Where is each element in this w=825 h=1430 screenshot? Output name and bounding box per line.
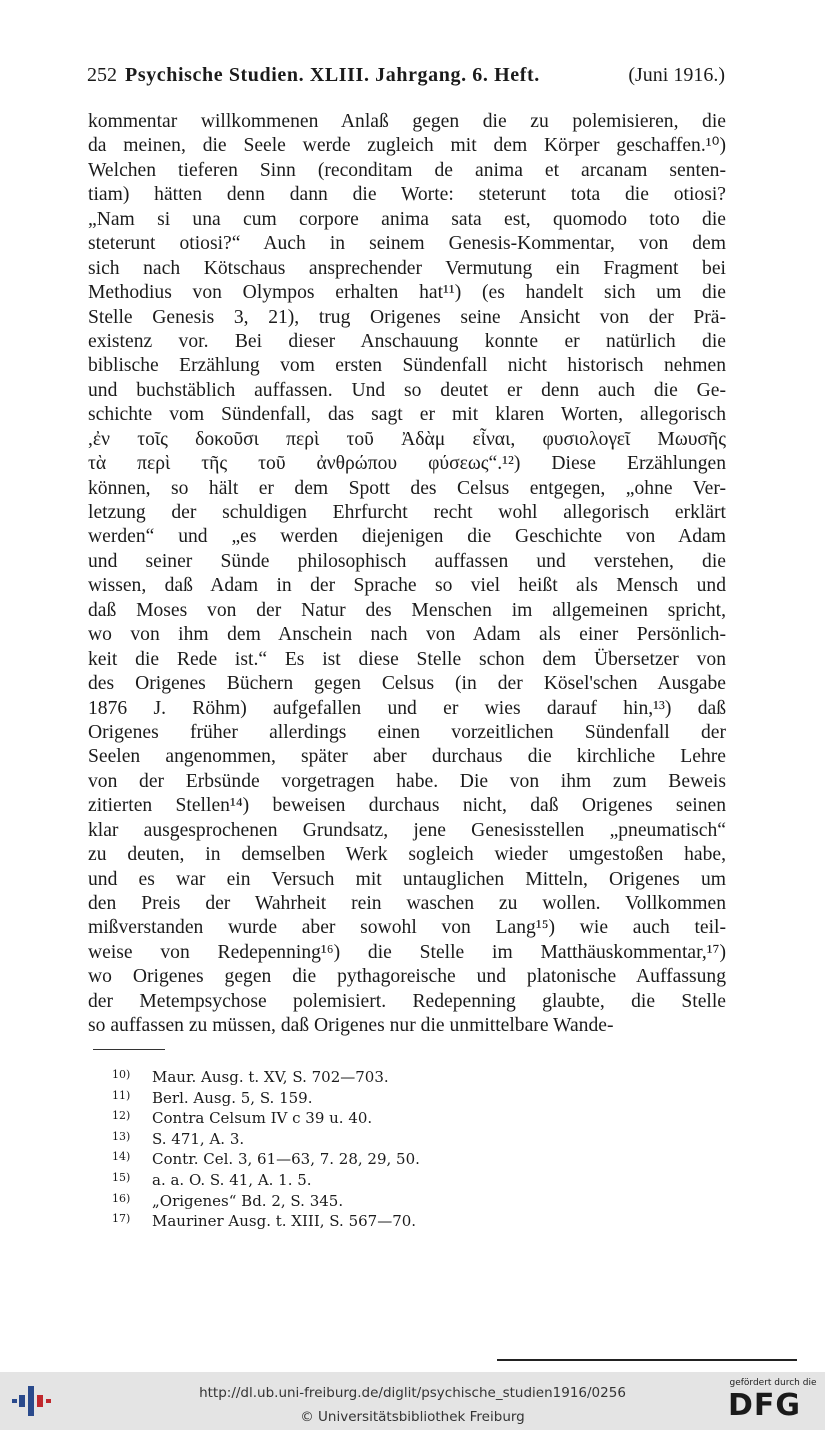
text-line: Methodius von Olympos erhalten hat¹¹) (es handelt sich um die bbox=[88, 282, 726, 304]
text-line: der Metempsychose polemisiert. Redepenning glaubte, die Stelle bbox=[88, 990, 726, 1012]
journal-title bbox=[125, 64, 628, 87]
text-line: des Origenes Büchern gegen Celsus (in der Kösel'schen Ausgabe bbox=[88, 673, 726, 695]
text-line: Seelen angenommen, später aber durchaus die kirchliche Lehre bbox=[88, 746, 726, 768]
text-line: so auffassen zu müssen, daß Origenes nur die unmittelbare Wande- bbox=[88, 1015, 614, 1037]
footnote bbox=[112, 1066, 672, 1087]
copyright-text: © Universitätsbibliothek Freiburg bbox=[300, 1409, 525, 1425]
footnote-text: Mauriner Ausg. t. XIII, S. 567—70. bbox=[152, 1212, 417, 1231]
dfg-logo bbox=[726, 1378, 820, 1426]
text-line: wo von ihm dem Anschein nach von Adam als einer Persönlich- bbox=[88, 624, 726, 646]
text-line: und seiner Sünde philosophisch auffassen und verstehen, die bbox=[88, 550, 726, 572]
text-line: tiam) hätten denn dann die Worte: steterunt tota die otiosi? bbox=[88, 184, 726, 206]
footnote-number: 10) bbox=[112, 1068, 131, 1081]
journal-name: Psychische Studien. bbox=[125, 64, 305, 86]
footnote-number: 12) bbox=[112, 1109, 131, 1123]
footnote-number: 11) bbox=[112, 1088, 131, 1102]
text-line: und buchstäblich auffassen. Und so deutet er denn auch die Ge- bbox=[88, 379, 726, 401]
text-line: weise von Redepenning¹⁶) die Stelle im Matthäuskommentar,¹⁷) bbox=[88, 941, 726, 963]
text-line: den Preis der Wahrheit rein waschen zu wollen. Vollkommen bbox=[88, 893, 726, 914]
footnote bbox=[112, 1128, 672, 1149]
body-text bbox=[88, 110, 726, 1039]
text-line: „Nam si una cum corpore anima sata est, quomodo toto die bbox=[88, 208, 726, 230]
footnote bbox=[112, 1107, 672, 1128]
text-line: zu deuten, in demselben Werk sogleich wieder umgestoßen habe, bbox=[88, 844, 726, 866]
text-line: schichte vom Sündenfall, das sagt er mit klaren Worten, allegorisch bbox=[88, 404, 726, 426]
footnote-number: 13) bbox=[112, 1129, 131, 1143]
text-line: Origenes früher allerdings einen vorzeitlichen Sündenfall der bbox=[88, 721, 726, 743]
page-edge-rule bbox=[497, 1359, 797, 1361]
text-line: klar ausgesprochenen Grundsatz, jene Genesisstellen „pneumatisch“ bbox=[88, 819, 726, 841]
text-line: Stelle Genesis 3, 21), trug Origenes seine Ansicht von der Prä- bbox=[88, 306, 726, 328]
text-line: Welchen tieferen Sinn (reconditam de anima et arcanam senten- bbox=[88, 159, 726, 181]
text-line: keit die Rede ist.“ Es ist diese Stelle schon dem Übersetzer von bbox=[88, 648, 726, 670]
footnote-rule bbox=[93, 1049, 165, 1050]
footnote-number: 15) bbox=[112, 1170, 131, 1184]
text-line: τὰ περὶ τῆς τοῦ ἀνθρώπου φύσεως“.¹²) Diese Erzählungen bbox=[88, 453, 726, 475]
running-header bbox=[87, 64, 725, 87]
journal-issue: 6. Heft. bbox=[472, 64, 540, 86]
permalink-url[interactable]: http://dl.ub.uni-freiburg.de/diglit/psychische_studien1916/0256 bbox=[199, 1385, 626, 1401]
text-line: und es war ein Versuch mit untauglichen Mitteln, Origenes um bbox=[88, 868, 726, 890]
footnote bbox=[112, 1148, 672, 1169]
footnote-number: 14) bbox=[112, 1150, 131, 1164]
footnotes bbox=[112, 1066, 672, 1231]
journal-volume: XLIII. Jahrgang. bbox=[309, 64, 467, 86]
page-number: 252 bbox=[87, 64, 117, 86]
footnote-text: Contra Celsum IV c 39 u. 40. bbox=[152, 1109, 373, 1128]
text-line: existenz vor. Bei dieser Anschauung konnte er natürlich die bbox=[88, 330, 726, 352]
dfg-logo-text: DFG bbox=[728, 1388, 802, 1423]
issue-date: (Juni 1916.) bbox=[628, 64, 725, 86]
text-line: von der Erbsünde vorgetragen habe. Die von ihm zum Beweis bbox=[88, 770, 726, 792]
text-line: werden“ und „es werden diejenigen die Geschichte von Adam bbox=[88, 526, 726, 548]
footnote-text: S. 471, A. 3. bbox=[152, 1129, 245, 1148]
footnote bbox=[112, 1169, 672, 1190]
footnote-number: 17) bbox=[112, 1212, 131, 1226]
footnote-number: 16) bbox=[112, 1191, 131, 1205]
text-line: kommentar willkommenen Anlaß gegen die zu polemisieren, die bbox=[88, 111, 726, 132]
text-line: können, so hält er dem Spott des Celsus entgegen, „ohne Ver- bbox=[88, 477, 726, 499]
text-line: letzung der schuldigen Ehrfurcht recht wohl allegorisch erklärt bbox=[88, 502, 726, 523]
text-line: wo Origenes gegen die pythagoreische und platonische Auffassung bbox=[88, 966, 726, 988]
footnote-text: Contr. Cel. 3, 61—63, 7. 28, 29, 50. bbox=[152, 1150, 420, 1169]
footnote bbox=[112, 1190, 672, 1211]
text-line: daß Moses von der Natur des Menschen im allgemeinen spricht, bbox=[88, 599, 726, 621]
footnote-text: Maur. Ausg. t. XV, S. 702—703. bbox=[152, 1068, 389, 1086]
text-line: zitierten Stellen¹⁴) beweisen durchaus nicht, daß Origenes seinen bbox=[88, 795, 726, 817]
text-line: ,ἐν τοῖς δοκοῦσι περὶ τοῦ Ἀδὰμ εἶναι, φυσιολογεῖ Μωυσῆς bbox=[88, 428, 726, 450]
funder-caption: gefördert durch die bbox=[729, 1378, 817, 1388]
text-line: mißverstanden wurde aber sowohl von Lang¹⁵) wie auch teil- bbox=[88, 917, 726, 939]
footnote bbox=[112, 1087, 672, 1108]
viewer-footer bbox=[0, 1372, 825, 1430]
footnote-text: Berl. Ausg. 5, S. 159. bbox=[152, 1088, 313, 1107]
text-line: steterunt otiosi?“ Auch in seinem Genesis-Kommentar, von dem bbox=[88, 233, 726, 255]
text-line: da meinen, die Seele werde zugleich mit dem Körper geschaffen.¹⁰) bbox=[88, 135, 726, 157]
footnote-text: a. a. O. S. 41, A. 1. 5. bbox=[152, 1170, 312, 1189]
text-line: wissen, daß Adam in der Sprache so viel heißt als Mensch und bbox=[88, 575, 726, 597]
text-line: sich nach Kötschaus ansprechender Vermutung ein Fragment bei bbox=[88, 257, 726, 279]
footnote bbox=[112, 1210, 672, 1231]
text-line: 1876 J. Röhm) aufgefallen und er wies darauf hin,¹³) daß bbox=[88, 697, 726, 719]
text-line: biblische Erzählung vom ersten Sündenfall nicht historisch nehmen bbox=[88, 355, 726, 377]
footnote-text: „Origenes“ Bd. 2, S. 345. bbox=[152, 1191, 344, 1210]
